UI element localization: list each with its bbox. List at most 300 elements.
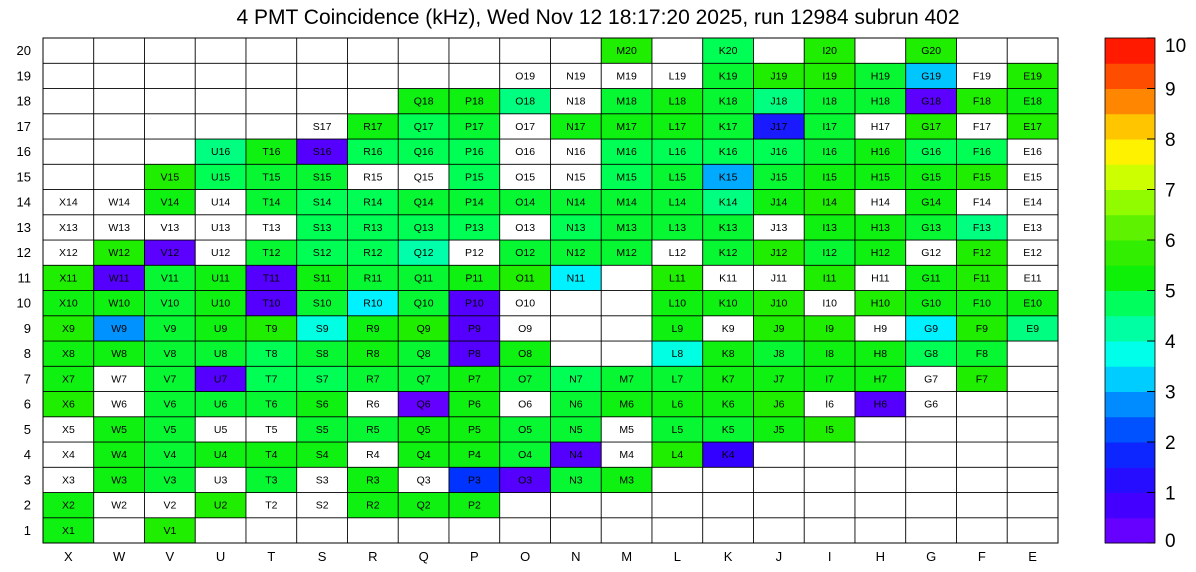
cell-label: Q5 — [416, 423, 431, 436]
cell-label: T10 — [262, 297, 281, 310]
empty-cell — [246, 38, 297, 63]
empty-cell — [652, 467, 703, 492]
cell-label: L8 — [671, 348, 684, 361]
empty-cell — [43, 164, 94, 189]
y-tick-label: 2 — [23, 497, 31, 513]
cell-label: Q12 — [413, 247, 434, 260]
cell-label: O14 — [515, 196, 536, 209]
cell-label: V12 — [160, 247, 180, 260]
cell-label: E15 — [1023, 171, 1042, 184]
cell-label: R14 — [363, 196, 383, 209]
cell-label: Q6 — [416, 398, 431, 411]
cell-label: M18 — [616, 95, 637, 108]
y-tick-label: 14 — [16, 194, 31, 210]
cell-label: X8 — [61, 348, 75, 361]
cell-label: O15 — [515, 171, 536, 184]
colorbar-tick-label: 3 — [1165, 382, 1176, 404]
empty-cell — [551, 518, 602, 543]
x-tick-label: K — [723, 549, 733, 564]
cell-label: P17 — [465, 120, 484, 133]
cell-label: M13 — [616, 221, 637, 234]
cell-label: K11 — [719, 272, 738, 285]
cell-label: T7 — [265, 373, 278, 386]
cell-label: R13 — [363, 221, 383, 234]
y-tick-label: 1 — [23, 522, 31, 538]
cell-label: J11 — [770, 272, 787, 285]
cell-label: R8 — [366, 348, 380, 361]
empty-cell — [195, 518, 246, 543]
cell-label: R15 — [363, 171, 383, 184]
cell-label: H13 — [870, 221, 891, 234]
cell-label: Q8 — [416, 348, 431, 361]
cell-label: Q9 — [416, 322, 431, 335]
cell-label: G20 — [921, 45, 942, 58]
y-tick-label: 18 — [16, 93, 31, 109]
empty-cell — [449, 518, 500, 543]
cell-label: S16 — [312, 146, 332, 159]
cell-label: U15 — [210, 171, 231, 184]
empty-cell — [855, 38, 906, 63]
y-tick-label: 20 — [16, 43, 31, 59]
cell-label: R2 — [366, 499, 380, 512]
cell-label: R16 — [363, 146, 383, 159]
empty-cell — [754, 518, 805, 543]
cell-label: K9 — [721, 322, 735, 335]
cell-label: F10 — [972, 297, 991, 310]
empty-cell — [601, 316, 652, 341]
cell-label: G10 — [921, 297, 942, 310]
cell-label: I11 — [822, 272, 837, 285]
empty-cell — [145, 63, 196, 88]
empty-cell — [94, 518, 145, 543]
cell-label: Q18 — [413, 95, 434, 108]
cell-label: M19 — [616, 70, 637, 83]
empty-cell — [703, 493, 754, 518]
cell-label: Q14 — [413, 196, 434, 209]
empty-cell — [43, 63, 94, 88]
cell-label: U7 — [213, 373, 228, 386]
cell-label: N15 — [566, 171, 586, 184]
cell-label: O16 — [515, 146, 536, 159]
cell-label: L4 — [671, 449, 684, 462]
empty-cell — [297, 89, 348, 114]
cell-label: X9 — [61, 322, 75, 335]
cell-label: N6 — [569, 398, 583, 411]
cell-label: S14 — [312, 196, 332, 209]
empty-cell — [500, 38, 551, 63]
x-tick-label: M — [621, 549, 633, 564]
cell-label: Q7 — [416, 373, 431, 386]
cell-label: Q10 — [413, 297, 434, 310]
y-tick-label: 8 — [23, 346, 31, 362]
empty-cell — [1007, 518, 1058, 543]
cell-label: U12 — [210, 247, 231, 260]
x-tick-label: T — [267, 549, 276, 564]
empty-cell — [754, 467, 805, 492]
cell-label: V10 — [160, 297, 180, 310]
empty-cell — [398, 38, 449, 63]
empty-cell — [145, 38, 196, 63]
cell-label: R11 — [363, 272, 383, 285]
empty-cell — [1007, 442, 1058, 467]
cell-label: K13 — [718, 221, 738, 234]
empty-cell — [145, 114, 196, 139]
x-tick-label: P — [470, 549, 479, 564]
x-tick-label: L — [673, 549, 681, 564]
cell-label: E19 — [1023, 70, 1042, 83]
empty-cell — [957, 392, 1008, 417]
cell-label: I5 — [825, 423, 835, 436]
cell-label: S17 — [312, 120, 332, 133]
cell-label: I20 — [822, 45, 837, 58]
cell-label: Q11 — [414, 272, 434, 285]
cell-label: V13 — [160, 221, 180, 234]
y-tick-label: 10 — [16, 295, 31, 311]
cell-label: E14 — [1023, 196, 1042, 209]
colorbar-tick-label: 1 — [1165, 483, 1176, 505]
cell-label: F14 — [972, 196, 991, 209]
cell-label: R4 — [366, 449, 380, 462]
empty-cell — [297, 63, 348, 88]
cell-label: E11 — [1023, 272, 1042, 285]
cell-label: J14 — [770, 196, 788, 209]
cell-label: V4 — [163, 449, 177, 462]
cell-label: R6 — [366, 398, 380, 411]
cell-label: J15 — [770, 171, 788, 184]
y-tick-label: 12 — [16, 245, 31, 261]
cell-label: R12 — [363, 247, 383, 260]
cell-label: O11 — [515, 272, 535, 285]
cell-label: L11 — [669, 272, 686, 285]
cell-label: W2 — [111, 499, 127, 512]
cell-label: E9 — [1026, 322, 1040, 335]
cell-label: N13 — [566, 221, 586, 234]
cell-label: F9 — [975, 322, 989, 335]
empty-cell — [703, 467, 754, 492]
cell-label: P8 — [467, 348, 481, 361]
empty-cell — [652, 38, 703, 63]
empty-cell — [551, 291, 602, 316]
cell-label: J13 — [770, 221, 788, 234]
empty-cell — [754, 493, 805, 518]
cell-label: H12 — [870, 247, 891, 260]
cell-label: X10 — [59, 297, 78, 310]
empty-cell — [449, 38, 500, 63]
cell-label: I9 — [825, 322, 835, 335]
empty-cell — [246, 63, 297, 88]
y-tick-label: 11 — [17, 270, 31, 286]
empty-cell — [500, 493, 551, 518]
empty-cell — [957, 442, 1008, 467]
cell-label: H11 — [871, 272, 890, 285]
cell-label: I15 — [822, 171, 837, 184]
cell-label: O8 — [518, 348, 533, 361]
empty-cell — [398, 63, 449, 88]
colorbar-tick-label: 5 — [1165, 281, 1176, 303]
cell-label: X3 — [61, 474, 75, 487]
cell-label: W6 — [111, 398, 127, 411]
cell-label: M15 — [616, 171, 637, 184]
cell-label: U2 — [213, 499, 228, 512]
cell-label: M16 — [616, 146, 637, 159]
colorbar-segment — [1105, 442, 1155, 468]
empty-cell — [652, 518, 703, 543]
cell-label: I14 — [822, 196, 837, 209]
cell-label: F16 — [972, 146, 991, 159]
cell-label: S11 — [313, 272, 332, 285]
cell-label: V8 — [163, 348, 177, 361]
cell-label: P12 — [465, 247, 484, 260]
cell-label: N11 — [566, 272, 586, 285]
cell-label: P5 — [467, 423, 481, 436]
empty-cell — [906, 493, 957, 518]
cell-label: K17 — [718, 120, 738, 133]
cell-label: N19 — [566, 70, 586, 83]
cell-label: M5 — [619, 423, 634, 436]
colorbar-segment — [1105, 518, 1155, 544]
y-tick-label: 15 — [16, 169, 31, 185]
cell-label: S7 — [315, 373, 329, 386]
colorbar-segment — [1105, 341, 1155, 367]
cell-label: W9 — [111, 322, 127, 335]
cell-label: E16 — [1023, 146, 1042, 159]
cell-label: S6 — [315, 398, 329, 411]
cell-label: Q15 — [413, 171, 434, 184]
cell-label: Q2 — [416, 499, 431, 512]
cell-label: X2 — [61, 499, 75, 512]
y-tick-label: 6 — [23, 396, 31, 412]
empty-cell — [551, 493, 602, 518]
x-tick-label: I — [827, 549, 832, 564]
cell-label: K12 — [718, 247, 738, 260]
empty-cell — [855, 518, 906, 543]
empty-cell — [855, 417, 906, 442]
cell-label: H6 — [873, 398, 888, 411]
cell-label: J6 — [773, 398, 785, 411]
cell-label: L13 — [668, 221, 687, 234]
empty-cell — [43, 114, 94, 139]
colorbar-segment — [1105, 316, 1155, 342]
cell-label: F11 — [973, 272, 991, 285]
colorbar-segment — [1105, 114, 1155, 140]
empty-cell — [957, 417, 1008, 442]
cell-label: F15 — [972, 171, 991, 184]
cell-label: L18 — [668, 95, 687, 108]
empty-cell — [754, 442, 805, 467]
cell-label: T4 — [265, 449, 278, 462]
cell-label: P14 — [465, 196, 484, 209]
cell-label: R3 — [366, 474, 380, 487]
colorbar-segment — [1105, 164, 1155, 190]
cell-label: I13 — [822, 221, 837, 234]
cell-label: I6 — [825, 398, 835, 411]
cell-label: R5 — [366, 423, 380, 436]
cell-label: V15 — [160, 171, 180, 184]
colorbar-segment — [1105, 291, 1155, 317]
cell-label: U5 — [213, 423, 228, 436]
cell-label: R9 — [366, 322, 380, 335]
cell-label: M3 — [619, 474, 634, 487]
empty-cell — [601, 265, 652, 290]
cell-label: O9 — [518, 322, 533, 335]
cell-label: G8 — [924, 348, 939, 361]
cell-label: W5 — [111, 423, 127, 436]
cell-label: M14 — [616, 196, 637, 209]
empty-cell — [94, 114, 145, 139]
cell-label: X12 — [59, 247, 78, 260]
empty-cell — [348, 518, 399, 543]
cell-label: E10 — [1023, 297, 1042, 310]
cell-label: W8 — [111, 348, 127, 361]
empty-cell — [957, 467, 1008, 492]
cell-label: N4 — [569, 449, 583, 462]
cell-label: K6 — [721, 398, 735, 411]
cell-label: L9 — [671, 322, 684, 335]
empty-cell — [195, 38, 246, 63]
colorbar-segment — [1105, 190, 1155, 216]
cell-label: F17 — [972, 120, 991, 133]
cell-label: J12 — [770, 247, 788, 260]
y-tick-label: 17 — [16, 118, 31, 134]
empty-cell — [94, 139, 145, 164]
cell-label: R10 — [363, 297, 383, 310]
cell-label: V11 — [160, 272, 179, 285]
colorbar-segment — [1105, 493, 1155, 519]
x-tick-label: X — [64, 549, 73, 564]
x-tick-label: N — [571, 549, 581, 564]
cell-label: N17 — [566, 120, 586, 133]
cell-label: I19 — [822, 70, 837, 83]
cell-label: I12 — [822, 247, 837, 260]
cell-label: W7 — [111, 373, 127, 386]
cell-label: M6 — [619, 398, 634, 411]
empty-cell — [1007, 38, 1058, 63]
cell-label: K19 — [718, 70, 738, 83]
empty-cell — [43, 89, 94, 114]
colorbar-tick-label: 10 — [1165, 36, 1187, 57]
empty-cell — [398, 518, 449, 543]
cell-label: O5 — [518, 423, 533, 436]
cell-label: X11 — [59, 272, 78, 285]
cell-label: O7 — [518, 373, 533, 386]
cell-label: H19 — [870, 70, 891, 83]
cell-label: X7 — [61, 373, 75, 386]
colorbar-segment — [1105, 392, 1155, 418]
empty-cell — [855, 493, 906, 518]
empty-cell — [94, 63, 145, 88]
cell-label: G6 — [924, 398, 939, 411]
cell-label: V2 — [163, 499, 177, 512]
empty-cell — [551, 316, 602, 341]
empty-cell — [906, 417, 957, 442]
x-tick-label: F — [977, 549, 986, 564]
cell-label: P2 — [467, 499, 481, 512]
x-tick-label: W — [112, 549, 126, 564]
empty-cell — [94, 38, 145, 63]
cell-label: O4 — [518, 449, 533, 462]
cell-label: R7 — [366, 373, 380, 386]
cell-label: L16 — [668, 146, 687, 159]
cell-label: K14 — [718, 196, 738, 209]
cell-label: V5 — [163, 423, 177, 436]
cell-label: N12 — [566, 247, 586, 260]
cell-label: G7 — [924, 373, 939, 386]
colorbar-segment — [1105, 467, 1155, 493]
empty-cell — [145, 89, 196, 114]
cell-label: K10 — [718, 297, 738, 310]
cell-label: O18 — [515, 95, 536, 108]
cell-label: T16 — [262, 146, 281, 159]
cell-label: V6 — [163, 398, 177, 411]
cell-label: M20 — [616, 45, 637, 58]
cell-label: J7 — [773, 373, 785, 386]
colorbar-segment — [1105, 240, 1155, 266]
cell-label: X14 — [59, 196, 78, 209]
cell-label: P10 — [465, 297, 484, 310]
empty-cell — [94, 89, 145, 114]
empty-cell — [804, 467, 855, 492]
cell-label: F18 — [972, 95, 991, 108]
cell-label: U13 — [210, 221, 231, 234]
cell-label: E18 — [1023, 95, 1042, 108]
cell-label: T12 — [262, 247, 281, 260]
cell-label: M12 — [616, 247, 637, 260]
cell-label: V1 — [163, 524, 177, 537]
cell-label: T2 — [265, 499, 278, 512]
y-tick-label: 3 — [23, 472, 31, 488]
cell-label: M7 — [619, 373, 634, 386]
cell-label: P13 — [465, 221, 484, 234]
empty-cell — [804, 518, 855, 543]
cell-label: O3 — [518, 474, 533, 487]
empty-cell — [1007, 341, 1058, 366]
cell-label: L17 — [668, 120, 687, 133]
cell-label: J5 — [773, 423, 785, 436]
cell-label: K15 — [718, 171, 738, 184]
empty-cell — [906, 518, 957, 543]
cell-label: K5 — [721, 423, 735, 436]
empty-cell — [500, 518, 551, 543]
empty-cell — [754, 38, 805, 63]
cell-label: S12 — [312, 247, 332, 260]
cell-label: H17 — [870, 120, 891, 133]
cell-label: H8 — [873, 348, 888, 361]
cell-label: F12 — [972, 247, 991, 260]
cell-label: S3 — [315, 474, 329, 487]
empty-cell — [652, 493, 703, 518]
cell-label: F19 — [972, 70, 991, 83]
colorbar-tick-label: 9 — [1165, 79, 1176, 101]
cell-label: T5 — [265, 423, 278, 436]
cell-label: I8 — [825, 348, 835, 361]
cell-label: P18 — [465, 95, 484, 108]
cell-label: W11 — [108, 272, 130, 285]
cell-label: N14 — [566, 196, 586, 209]
cell-label: L19 — [668, 70, 687, 83]
cell-label: N5 — [569, 423, 583, 436]
cell-label: L7 — [671, 373, 684, 386]
x-tick-label: E — [1028, 549, 1037, 564]
x-tick-label: G — [926, 549, 937, 564]
empty-cell — [1007, 392, 1058, 417]
cell-label: U6 — [213, 398, 228, 411]
cell-label: O17 — [515, 120, 536, 133]
cell-label: S4 — [315, 449, 329, 462]
cell-label: R17 — [363, 120, 383, 133]
cell-label: S15 — [312, 171, 332, 184]
empty-cell — [601, 518, 652, 543]
x-tick-label: O — [520, 549, 531, 564]
